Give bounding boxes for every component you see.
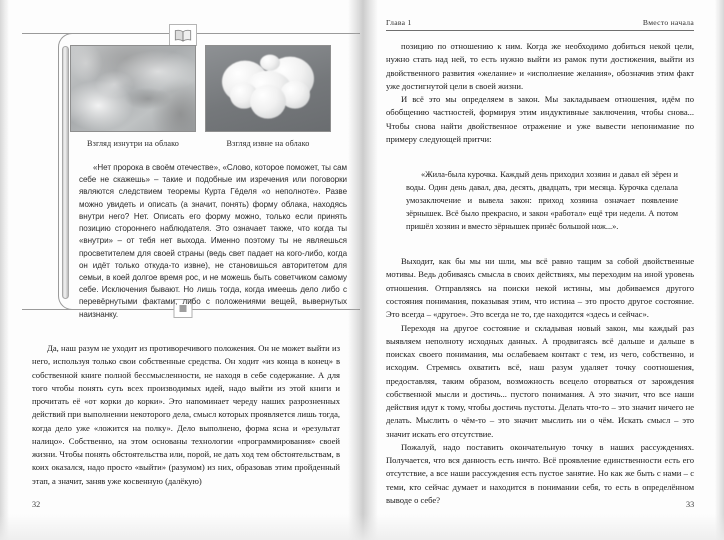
page-number-right: 33 (686, 500, 695, 509)
spacer (386, 146, 694, 156)
paragraph: Да, наш разум не уходит из противоречивого положения. Он не может выйти из него, используя только свои собственные средства. Он ходит «из конца в конец» в собственной книге полной бессмысленности, не находя в себе содержание. А для того чтобы понять суть всех производимых идей, надо выйти из этой книги и прочитать её «от корки до корки». Это напоминает череду наших разрозненных действий при выполнении некоторого дела, смысл которых проявляется лишь тогда, когда дело уже «ложится на полку». Дело выполнено, форма ясна и «результат налицо». Собственно, на этом основаны технологии «программирования» своей жизни. Чтобы понять обстоятельства или, порой, не дать ход тем обстоятельствам, в коих оказался, надо просто «выйти» (разумом) из них, образовав этим пройденный этап, а значит, заняв уже косвенную (далёкую) (32, 343, 340, 486)
figure-caption-row (70, 139, 332, 148)
paragraph: позицию по отношению к ним. Когда же необходимо добиться некой цели, нужно стать над ней, то есть нужно выйти из рамок пути достижения, выйти из двойственного развития «желание» и «исполнение желания», обозначив этим факт уже достигнутой цели в своей жизни. (386, 41, 694, 91)
heart-cloud-shape (220, 54, 316, 120)
figure-image-row (70, 45, 332, 132)
left-page-body (32, 342, 340, 488)
running-head (386, 18, 694, 27)
boxed-paragraph: «Нет пророка в своём отечестве», «Слово, которое поможет, ты сам себе не скажешь» – такие и подобные им изречения или поговорки являются следствием теоремы Курта Гёделя «о неполноте». Разве можно увидеть и описать (а значит, понять) форму облака, находясь внутри него? Нет. Описать его форму можно, только если принять позицию стороннего наблюдателя. Это означает также, что когда ты «внутри» – от тебя нет выхода. Именно поэтому ты не являешься просветителем для своей страны (ведь свет падает на кого-либо, когда он идёт только откуда-то извне), не становишься авторитетом для семьи, в коей долгое время рос, и не можешь быть советчиком самому себе. Исключения бывают. Но лишь тогда, когда имеешь дело либо с перевёрнутыми фактами, либо с положениями вещей, вывернутых наизнанку. (79, 163, 347, 319)
caption-cloud-outside: Взгляд извне на облако (226, 139, 310, 148)
running-head-section: Вместо начала (642, 18, 694, 27)
running-head-rule (386, 30, 694, 31)
right-page-body (386, 40, 694, 507)
paragraph: Переходя на другое состояние и складывая новый закон, мы каждый раз выявляем неполноту исходных данных. А продвигаясь всё дальше и дальше в поисках своего понимания, мы ослабеваем контакт с тем, из чего, собственно, и исходим. Стремясь охватить всё, наш разум удаляет точку соотношения, предоставляя, таким образом, возможность всецело оторваться от зарождения собственной мысли и достичь... пустого понимания. А это значит, что все наши действия идут к тому, чтобы достичь пустоты. Делать что-то – это значит ничего не делать. Мыслить о чём-то – это значит мыслить ни о чём. Искать смысл – это значит искать его отсутствие. (386, 322, 694, 439)
cloud-outside-photo (205, 45, 331, 132)
spacer (386, 245, 694, 255)
frame-spine-bar (62, 46, 69, 299)
cloud-inside-photo (70, 45, 196, 132)
paragraph: Выходит, как бы мы ни шли, мы всё равно тащим за собой двойственные мотивы. Ведь добиваясь смысла в своих действиях, мы переходим на иной уровень отношения. Отправляясь на поиски некой истины, мы добиваемся другого состояния понимания, показывая этим, что истина – это просто другое состояние. Это всегда – «другое». Это всегда не то, где находится «здесь и сейчас». (386, 256, 694, 320)
left-page (6, 0, 358, 540)
paragraph: Пожалуй, надо поставить окончательную точку в наших рассуждениях. Получается, что вся данность есть ничто. Всё проявление единственности есть его отсутствие, а все наши рассуждения есть пустое занятие. Но как же быть с нами – с теми, кто сейчас думает и находится в понимании себя, то есть в определённом выводе о себе? (386, 441, 694, 505)
parable-quote: «Жила-была курочка. Каждый день приходил хозяин и давал ей зёрен и воды. Один день давал, два, десять, двадцать, три месяца. Курочка сделала умозаключение и вывела закон: приход хозяина означает появление зёрнышек. Всё было прекрасно, и закон «работал» ещё три недели. А потом пришёл хозяин и вместо зёрнышек принёс большой нож...». (406, 170, 678, 232)
open-book-icon (169, 24, 197, 46)
caption-cloud-inside: Взгляд изнутри на облако (87, 139, 179, 148)
figure-frame (22, 24, 347, 319)
page-number-left: 32 (32, 500, 41, 509)
running-head-chapter: Глава 1 (386, 18, 412, 27)
paragraph: И всё это мы определяем в закон. Мы закладываем отношения, идём по обобщению частностей, формируя этим индуктивные заключения, чтобы снова... Чтобы снова найти двойственное отражение и уже вывести непонимание по примеру следующей притчи: (386, 94, 694, 144)
